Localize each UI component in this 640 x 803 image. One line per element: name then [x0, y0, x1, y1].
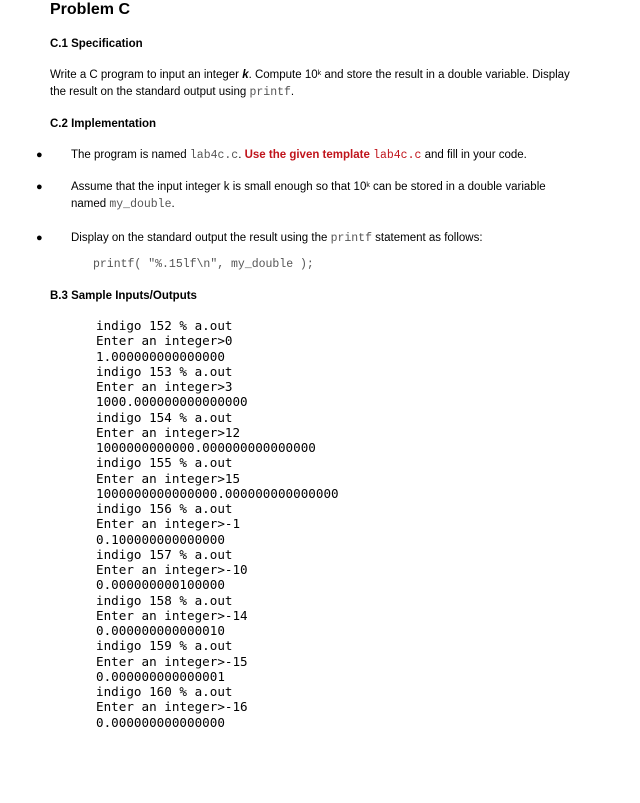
- spec-paragraph: [50, 67, 620, 101]
- terminal-line: 0.000000000000001: [96, 668, 225, 684]
- spec-text: Write a C program to input an integer: [50, 69, 243, 81]
- bullet-text: statement as follows:: [371, 232, 483, 244]
- template-note-text: Use the given template: [244, 149, 374, 161]
- terminal-line: 0.000000000000010: [96, 623, 225, 638]
- impl-heading: C.2 Implementation: [50, 118, 157, 130]
- bullet-text: Display on the standard output the result using the: [71, 232, 331, 244]
- terminal-line: 0.000000000000000: [96, 714, 225, 730]
- bullet-text: Assume that the input integer k is small enough so that 10: [71, 181, 367, 193]
- terminal-line: indigo 157 % a.out: [96, 546, 233, 562]
- terminal-line: 1000000000000000.000000000000000: [96, 485, 339, 501]
- terminal-line: Enter an integer>-14: [96, 607, 248, 623]
- terminal-line: Enter an integer>0: [96, 333, 233, 349]
- terminal-line: indigo 160 % a.out: [96, 684, 233, 699]
- impl-bullet-3: [71, 230, 621, 247]
- bullet-code: my_double: [109, 198, 172, 211]
- impl-bullet-1: [71, 147, 621, 164]
- page-title: Problem C: [50, 1, 131, 18]
- spec-text: .: [290, 86, 295, 98]
- terminal-line: Enter an integer>12: [96, 424, 241, 440]
- terminal-line: 0.000000000100000: [96, 577, 225, 593]
- terminal-line: Enter an integer>3: [96, 379, 233, 394]
- bullet-text: named: [71, 198, 110, 210]
- bullet-icon: ●: [36, 181, 43, 193]
- bullet-text: .: [171, 198, 175, 210]
- bullet-text: and fill in your code.: [421, 149, 527, 161]
- bullet-text: .: [238, 149, 245, 161]
- terminal-line: 0.100000000000000: [96, 531, 225, 547]
- impl-bullet-2: [71, 179, 621, 213]
- terminal-line: indigo 153 % a.out: [96, 363, 233, 379]
- bullet-text: The program is named: [71, 149, 190, 161]
- terminal-line: 1000.000000000000000: [96, 394, 248, 410]
- terminal-line: Enter an integer>-15: [96, 653, 248, 669]
- spec-text: . Compute 10: [248, 69, 318, 81]
- spec-k: k: [242, 69, 249, 81]
- bullet-text: can be stored in a double variable: [369, 181, 546, 193]
- spec-text: the result on the standard output using: [50, 86, 250, 98]
- spec-text: and store the result in a double variable. Display: [321, 69, 570, 81]
- samples-heading: B.3 Sample Inputs/Outputs: [50, 290, 197, 302]
- template-note-code: lab4c.c: [373, 149, 422, 162]
- printf-statement: printf( "%.15lf\n", my_double );: [93, 258, 314, 271]
- template-note: [245, 149, 422, 161]
- spec-heading: C.1 Specification: [50, 38, 143, 50]
- bullet-code: printf: [330, 232, 372, 245]
- terminal-line: indigo 156 % a.out: [96, 501, 233, 516]
- terminal-line: indigo 158 % a.out: [96, 592, 233, 608]
- terminal-line: Enter an integer>-16: [96, 699, 248, 715]
- bullet-code: lab4c.c: [189, 149, 239, 162]
- terminal-line: indigo 155 % a.out: [96, 455, 233, 471]
- terminal-line: indigo 159 % a.out: [96, 638, 233, 654]
- terminal-line: Enter an integer>15: [96, 470, 241, 486]
- terminal-line: indigo 154 % a.out: [96, 409, 233, 425]
- terminal-line: 1000000000000.000000000000000: [96, 440, 316, 455]
- terminal-line: indigo 152 % a.out: [96, 318, 233, 333]
- spec-sup: k: [317, 70, 322, 77]
- spec-code: printf: [249, 86, 291, 99]
- bullet-icon: ●: [36, 232, 43, 244]
- bullet-sup: k: [366, 182, 370, 189]
- terminal-line: 1.000000000000000: [96, 348, 225, 364]
- sample-terminal-output: [96, 318, 339, 730]
- bullet-icon: ●: [36, 149, 43, 161]
- terminal-line: Enter an integer>-1: [96, 516, 241, 532]
- terminal-line: Enter an integer>-10: [96, 562, 248, 577]
